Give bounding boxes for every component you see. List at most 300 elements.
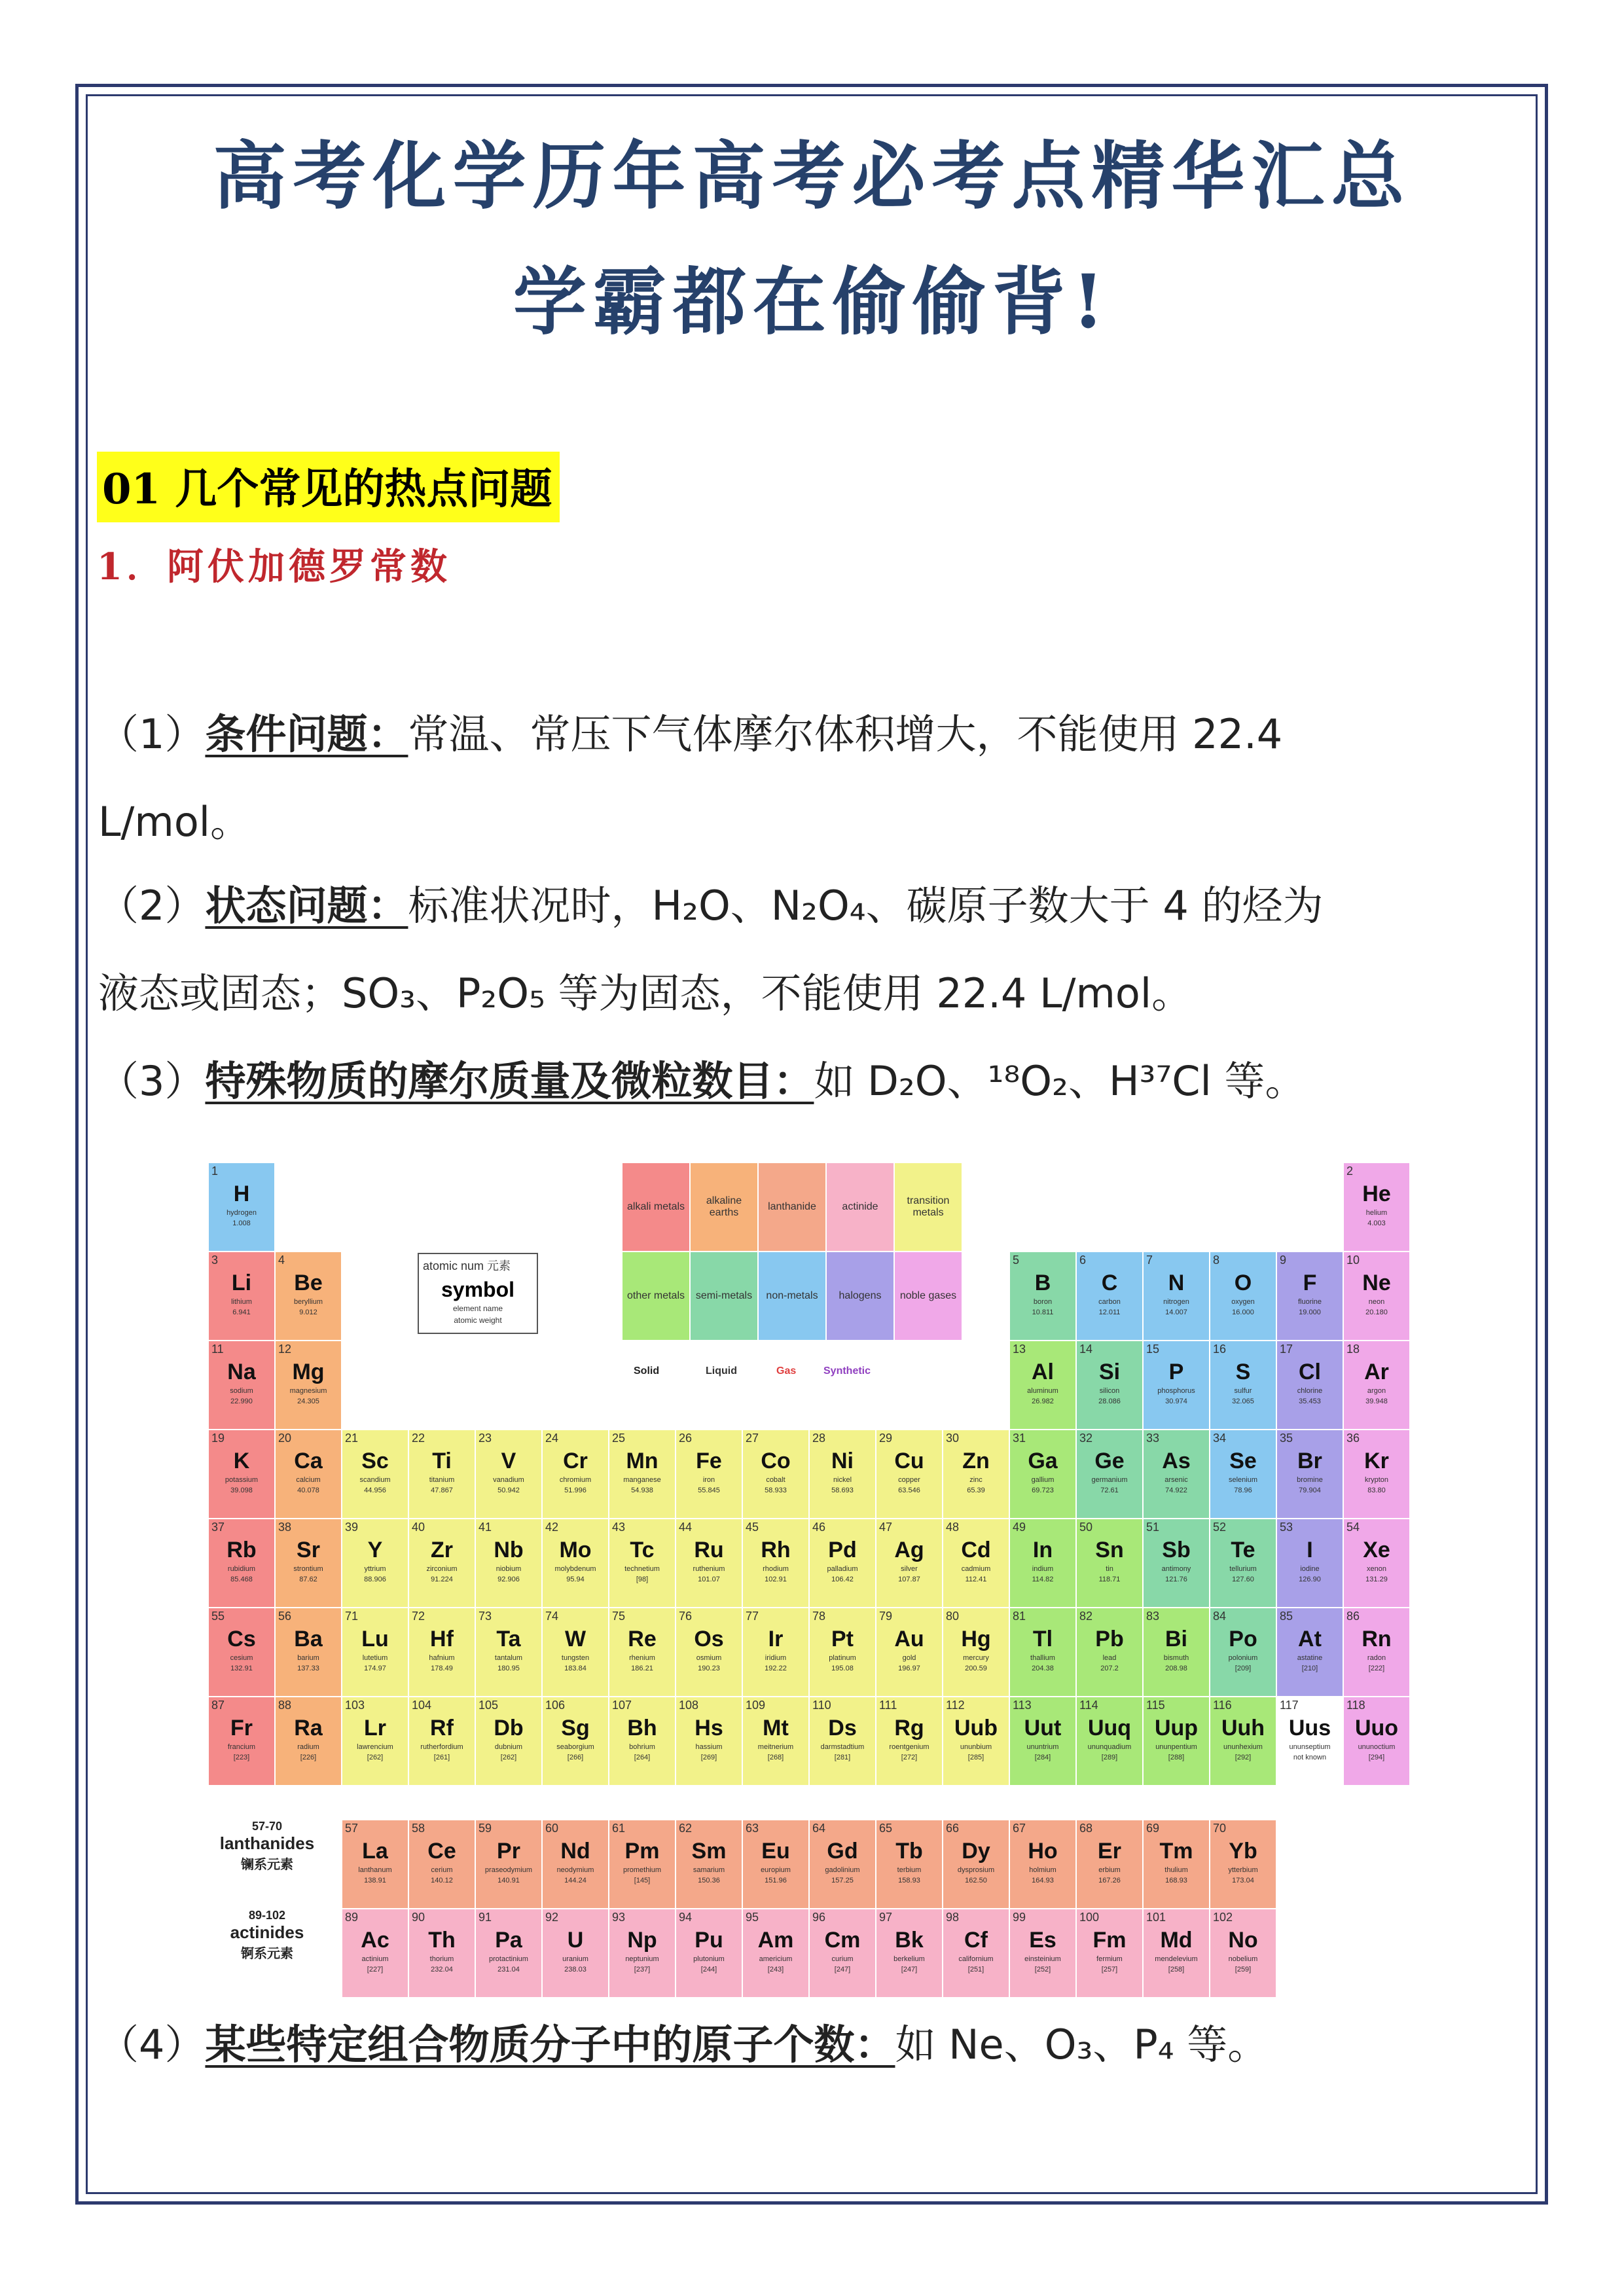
atomic-number: 39: [345, 1521, 359, 1534]
element-name: curium: [831, 1955, 854, 1963]
element-symbol: Ra: [294, 1716, 323, 1740]
element-cell-c: [1076, 1252, 1143, 1341]
periodic-table-image: [208, 1163, 1426, 1991]
element-name: tellurium: [1229, 1565, 1257, 1573]
element-name: radium: [297, 1743, 319, 1751]
atomic-weight: 50.942: [497, 1487, 520, 1494]
element-symbol: Ti: [432, 1449, 452, 1473]
atomic-weight: 132.91: [230, 1665, 253, 1672]
atomic-number: 52: [1213, 1521, 1227, 1534]
element-symbol: Zn: [962, 1449, 990, 1473]
atomic-weight: 127.60: [1232, 1576, 1254, 1583]
element-cell-sn: [1076, 1519, 1143, 1608]
atomic-weight: [289]: [1101, 1754, 1118, 1761]
element-name: nobelium: [1228, 1955, 1258, 1963]
element-name: thulium: [1164, 1866, 1188, 1874]
atomic-weight: [226]: [300, 1754, 317, 1761]
atomic-number: 71: [345, 1610, 359, 1623]
atomic-number: 42: [545, 1521, 559, 1534]
atomic-weight: [252]: [1034, 1966, 1051, 1974]
element-name: europium: [761, 1866, 791, 1874]
actinides-label: 89-102 actinides 锕系元素: [230, 1909, 304, 1961]
element-cell-ge: [1076, 1430, 1143, 1519]
atomic-weight: [272]: [901, 1754, 918, 1761]
element-cell-no: [1210, 1909, 1276, 1998]
element-cell-he: [1343, 1163, 1410, 1252]
legend-alkaline: alkaline earths: [690, 1163, 758, 1252]
item-4-label: 某些特定组合物质分子中的原子个数：: [205, 2021, 895, 2068]
atomic-weight: 118.71: [1098, 1576, 1121, 1583]
atomic-number: 10: [1346, 1253, 1360, 1267]
atomic-number: 76: [679, 1610, 693, 1623]
element-cell-rh: [742, 1519, 809, 1608]
atomic-number: 115: [1146, 1699, 1165, 1712]
atomic-weight: 107.87: [898, 1576, 920, 1583]
element-name: thallium: [1030, 1654, 1055, 1662]
lanthanides-label: 57-70 lanthanides 镧系元素: [219, 1820, 315, 1872]
atomic-weight: 6.941: [232, 1308, 251, 1316]
item-4: （4）某些特定组合物质分子中的原子个数：如 Ne、O₃、P₄ 等。: [98, 2021, 1269, 2068]
element-cell-rb: [208, 1519, 275, 1608]
state-synthetic: Synthetic: [823, 1365, 871, 1377]
atomic-weight: 20.180: [1365, 1308, 1388, 1316]
atomic-weight: 150.36: [698, 1877, 720, 1884]
atomic-number: 43: [612, 1521, 626, 1534]
element-cell-li: [208, 1252, 275, 1341]
atomic-weight: [145]: [634, 1877, 651, 1884]
atomic-number: 83: [1146, 1610, 1160, 1623]
atomic-number: 61: [612, 1822, 626, 1835]
element-name: dysprosium: [957, 1866, 995, 1874]
element-name: promethium: [623, 1866, 662, 1874]
atomic-number: 69: [1146, 1822, 1160, 1835]
element-symbol: Mn: [626, 1449, 659, 1473]
atomic-weight: 207.2: [1100, 1665, 1119, 1672]
element-cell-ca: [275, 1430, 342, 1519]
element-symbol: Sg: [561, 1716, 590, 1740]
element-cell-rn: [1343, 1608, 1410, 1697]
element-name: copper: [898, 1476, 920, 1484]
element-cell-ar: [1343, 1341, 1410, 1430]
element-cell-ac: [342, 1909, 408, 1998]
element-symbol: Cu: [894, 1449, 924, 1473]
element-symbol: Ne: [1362, 1271, 1391, 1295]
atomic-number: 109: [746, 1699, 766, 1712]
element-symbol: Sm: [691, 1839, 727, 1864]
element-cell-uut: [1009, 1697, 1076, 1786]
element-name: iodine: [1300, 1565, 1320, 1573]
atomic-weight: 121.76: [1165, 1576, 1187, 1583]
atomic-weight: [247]: [901, 1966, 918, 1974]
element-name: terbium: [897, 1866, 922, 1874]
element-name: hassium: [695, 1743, 723, 1751]
atomic-weight: 180.95: [497, 1665, 520, 1672]
element-symbol: Ds: [828, 1716, 857, 1740]
atomic-number: 94: [679, 1911, 693, 1924]
element-cell-tm: [1143, 1820, 1210, 1909]
periodic-table-key: atomic num 元素 symbol element name atomic weight: [418, 1253, 538, 1334]
atomic-number: 48: [946, 1521, 960, 1534]
element-name: silicon: [1099, 1387, 1120, 1395]
atomic-weight: [258]: [1168, 1966, 1185, 1974]
atomic-number: 41: [478, 1521, 492, 1534]
element-symbol: Nb: [494, 1538, 524, 1562]
atomic-weight: 24.305: [297, 1397, 319, 1405]
atomic-weight: 10.811: [1032, 1308, 1054, 1316]
element-cell-eu: [742, 1820, 809, 1909]
element-cell-ag: [876, 1519, 943, 1608]
atomic-weight: 204.38: [1032, 1665, 1054, 1672]
element-name: samarium: [693, 1866, 725, 1874]
element-symbol: V: [501, 1449, 516, 1473]
element-name: lawrencium: [357, 1743, 393, 1751]
atomic-number: 18: [1346, 1343, 1360, 1356]
atomic-number: 96: [812, 1911, 826, 1924]
atomic-number: 45: [746, 1521, 759, 1534]
element-name: selenium: [1228, 1476, 1258, 1484]
atomic-number: 87: [211, 1699, 225, 1712]
atomic-weight: 58.933: [765, 1487, 787, 1494]
atomic-number: 12: [278, 1343, 292, 1356]
atomic-weight: [210]: [1301, 1665, 1318, 1672]
element-cell-ne: [1343, 1252, 1410, 1341]
atomic-weight: [284]: [1034, 1754, 1051, 1761]
element-symbol: Er: [1098, 1839, 1121, 1864]
element-name: ununpentium: [1155, 1743, 1197, 1751]
element-cell-h: [208, 1163, 275, 1252]
element-name: antimony: [1161, 1565, 1191, 1573]
element-cell-pd: [809, 1519, 876, 1608]
element-symbol: Bk: [895, 1928, 924, 1953]
atomic-number: 101: [1146, 1911, 1166, 1924]
atomic-weight: 35.453: [1299, 1397, 1321, 1405]
item-3-label: 特殊物质的摩尔质量及微粒数目：: [205, 1057, 814, 1105]
element-name: rutherfordium: [420, 1743, 463, 1751]
element-symbol: Na: [227, 1360, 256, 1384]
element-symbol: B: [1034, 1271, 1051, 1295]
element-symbol: O: [1234, 1271, 1252, 1295]
atomic-number: 26: [679, 1432, 693, 1445]
element-cell-sc: [342, 1430, 408, 1519]
atomic-number: 81: [1013, 1610, 1026, 1623]
element-name: sulfur: [1234, 1387, 1252, 1395]
atomic-weight: 87.62: [299, 1576, 317, 1583]
element-name: bismuth: [1163, 1654, 1189, 1662]
element-cell-tb: [876, 1820, 943, 1909]
element-cell-ba: [275, 1608, 342, 1697]
atomic-weight: 178.49: [431, 1665, 453, 1672]
element-symbol: Uuq: [1087, 1716, 1132, 1740]
atomic-number: 77: [746, 1610, 759, 1623]
atomic-number: 106: [545, 1699, 566, 1712]
atomic-number: 86: [1346, 1610, 1360, 1623]
element-cell-uub: [943, 1697, 1009, 1786]
element-cell-tc: [609, 1519, 676, 1608]
element-name: ununquadium: [1087, 1743, 1132, 1751]
atomic-weight: [269]: [700, 1754, 717, 1761]
element-symbol: Fr: [230, 1716, 253, 1740]
element-cell-i: [1276, 1519, 1343, 1608]
element-name: neptunium: [625, 1955, 659, 1963]
element-symbol: Yb: [1229, 1839, 1257, 1864]
element-symbol: Ce: [427, 1839, 456, 1864]
atomic-weight: 92.906: [497, 1576, 520, 1583]
element-symbol: Kr: [1364, 1449, 1389, 1473]
element-cell-tl: [1009, 1608, 1076, 1697]
element-cell-np: [609, 1909, 676, 1998]
atomic-weight: 138.91: [364, 1877, 386, 1884]
element-symbol: Be: [294, 1271, 323, 1295]
element-name: ununhexium: [1223, 1743, 1263, 1751]
atomic-number: 68: [1079, 1822, 1093, 1835]
element-name: osmium: [696, 1654, 722, 1662]
element-symbol: In: [1032, 1538, 1053, 1562]
element-name: astatine: [1297, 1654, 1323, 1662]
element-cell-cd: [943, 1519, 1009, 1608]
atomic-number: 85: [1280, 1610, 1293, 1623]
atomic-number: 35: [1280, 1432, 1293, 1445]
atomic-number: 51: [1146, 1521, 1160, 1534]
atomic-number: 112: [946, 1699, 965, 1712]
atomic-number: 13: [1013, 1343, 1026, 1356]
element-symbol: Co: [761, 1449, 791, 1473]
atomic-number: 44: [679, 1521, 693, 1534]
element-cell-xe: [1343, 1519, 1410, 1608]
atomic-weight: [237]: [634, 1966, 651, 1974]
atomic-weight: 88.906: [364, 1576, 386, 1583]
atomic-number: 75: [612, 1610, 626, 1623]
atomic-number: 88: [278, 1699, 292, 1712]
atomic-number: 4: [278, 1253, 285, 1267]
atomic-number: 78: [812, 1610, 826, 1623]
element-cell-te: [1210, 1519, 1276, 1608]
element-cell-pa: [475, 1909, 542, 1998]
element-name: neon: [1368, 1298, 1385, 1306]
atomic-number: 29: [879, 1432, 893, 1445]
atomic-number: 11: [211, 1343, 224, 1356]
element-symbol: Ca: [294, 1449, 323, 1473]
element-symbol: Uus: [1288, 1716, 1331, 1740]
element-symbol: Uub: [954, 1716, 998, 1740]
atomic-weight: 140.12: [431, 1877, 453, 1884]
atomic-number: 72: [412, 1610, 425, 1623]
element-symbol: Se: [1229, 1449, 1257, 1473]
atomic-weight: 54.938: [631, 1487, 653, 1494]
atomic-number: 58: [412, 1822, 425, 1835]
item-2-line-2: 液态或固态；SO₃、P₂O₅ 等为固态，不能使用 22.4 L/mol。: [98, 969, 1193, 1017]
element-cell-rf: [408, 1697, 475, 1786]
atomic-weight: [281]: [834, 1754, 851, 1761]
atomic-number: 36: [1346, 1432, 1360, 1445]
element-name: tantalum: [494, 1654, 523, 1662]
element-cell-ho: [1009, 1820, 1076, 1909]
element-name: palladium: [827, 1565, 858, 1573]
element-symbol: La: [362, 1839, 388, 1864]
element-symbol: Ni: [831, 1449, 854, 1473]
element-cell-v: [475, 1430, 542, 1519]
element-symbol: Sc: [361, 1449, 389, 1473]
element-cell-am: [742, 1909, 809, 1998]
atomic-number: 53: [1280, 1521, 1293, 1534]
legend-alkali: alkali metals: [622, 1163, 690, 1252]
element-symbol: Bi: [1165, 1627, 1187, 1651]
element-cell-in: [1009, 1519, 1076, 1608]
atomic-weight: 158.93: [898, 1877, 920, 1884]
atomic-weight: 232.04: [431, 1966, 453, 1974]
atomic-weight: 231.04: [497, 1966, 520, 1974]
atomic-number: 64: [812, 1822, 826, 1835]
element-symbol: U: [567, 1928, 584, 1953]
subsection-heading: 1．阿伏加德罗常数: [97, 545, 451, 588]
element-symbol: Rf: [430, 1716, 454, 1740]
element-cell-bh: [609, 1697, 676, 1786]
element-symbol: Rh: [761, 1538, 791, 1562]
element-name: ruthenium: [693, 1565, 725, 1573]
element-name: titanium: [429, 1476, 455, 1484]
element-name: boron: [1033, 1298, 1053, 1306]
atomic-weight: [227]: [367, 1966, 384, 1974]
element-symbol: F: [1303, 1271, 1317, 1295]
element-symbol: Bh: [627, 1716, 657, 1740]
atomic-number: 40: [412, 1521, 425, 1534]
atomic-number: 66: [946, 1822, 960, 1835]
atomic-weight: [261]: [433, 1754, 450, 1761]
element-symbol: Cr: [563, 1449, 588, 1473]
atomic-weight: 51.996: [564, 1487, 586, 1494]
element-cell-ce: [408, 1820, 475, 1909]
element-cell-cm: [809, 1909, 876, 1998]
element-symbol: Fe: [696, 1449, 722, 1473]
element-symbol: Pm: [624, 1839, 660, 1864]
atomic-weight: [259]: [1235, 1966, 1252, 1974]
element-name: rhodium: [763, 1565, 789, 1573]
atomic-weight: 195.08: [831, 1665, 854, 1672]
atomic-number: 92: [545, 1911, 559, 1924]
atomic-weight: [292]: [1235, 1754, 1252, 1761]
element-name: thorium: [429, 1955, 454, 1963]
element-name: scandium: [359, 1476, 391, 1484]
atomic-number: 55: [211, 1610, 225, 1623]
element-cell-s: [1210, 1341, 1276, 1430]
atomic-weight: 126.90: [1299, 1576, 1321, 1583]
element-cell-uup: [1143, 1697, 1210, 1786]
element-name: nitrogen: [1163, 1298, 1189, 1306]
atomic-number: 73: [478, 1610, 492, 1623]
item-2-line-1: （2）状态问题：标准状况时，H₂O、N₂O₄、碳原子数大于 4 的烃为: [98, 882, 1324, 929]
element-symbol: Sn: [1095, 1538, 1124, 1562]
element-symbol: Ba: [294, 1627, 323, 1651]
atomic-number: 79: [879, 1610, 893, 1623]
element-symbol: At: [1298, 1627, 1322, 1651]
element-cell-mt: [742, 1697, 809, 1786]
element-name: cerium: [431, 1866, 453, 1874]
element-symbol: Cd: [961, 1538, 991, 1562]
element-symbol: Ir: [768, 1627, 784, 1651]
element-cell-si: [1076, 1341, 1143, 1430]
element-cell-cl: [1276, 1341, 1343, 1430]
state-solid: Solid: [634, 1365, 660, 1377]
element-name: fermium: [1096, 1955, 1123, 1963]
atomic-number: 113: [1013, 1699, 1032, 1712]
atomic-weight: 14.007: [1165, 1308, 1187, 1316]
atomic-number: 54: [1346, 1521, 1360, 1534]
element-cell-sg: [542, 1697, 609, 1786]
element-cell-ta: [475, 1608, 542, 1697]
element-cell-pm: [609, 1820, 676, 1909]
element-name: yttrium: [364, 1565, 386, 1573]
element-symbol: Lr: [364, 1716, 386, 1740]
atomic-weight: 114.82: [1032, 1576, 1054, 1583]
atomic-number: 91: [478, 1911, 492, 1924]
atomic-number: 33: [1146, 1432, 1160, 1445]
element-symbol: Mg: [292, 1360, 325, 1384]
atomic-weight: 44.956: [364, 1487, 386, 1494]
atomic-weight: 192.22: [765, 1665, 787, 1672]
element-symbol: Ta: [496, 1627, 521, 1651]
atomic-number: 114: [1079, 1699, 1098, 1712]
element-symbol: Hs: [695, 1716, 723, 1740]
element-name: zinc: [969, 1476, 983, 1484]
atomic-weight: 190.23: [698, 1665, 720, 1672]
atomic-number: 117: [1280, 1699, 1299, 1712]
atomic-number: 95: [746, 1911, 759, 1924]
element-name: darmstadtium: [820, 1743, 865, 1751]
element-cell-cr: [542, 1430, 609, 1519]
element-symbol: As: [1162, 1449, 1191, 1473]
element-symbol: Md: [1160, 1928, 1193, 1953]
atomic-number: 89: [345, 1911, 359, 1924]
element-name: indium: [1032, 1565, 1054, 1573]
element-symbol: Re: [628, 1627, 657, 1651]
atomic-weight: not known: [1293, 1754, 1327, 1761]
atomic-number: 1: [211, 1164, 219, 1178]
element-cell-ni: [809, 1430, 876, 1519]
element-cell-fe: [676, 1430, 742, 1519]
atomic-weight: 112.41: [965, 1576, 987, 1583]
element-cell-db: [475, 1697, 542, 1786]
element-symbol: Dy: [962, 1839, 990, 1864]
atomic-number: 27: [746, 1432, 759, 1445]
element-name: einsteinium: [1024, 1955, 1061, 1963]
atomic-weight: 39.948: [1365, 1397, 1388, 1405]
element-name: chromium: [559, 1476, 592, 1484]
atomic-number: 15: [1146, 1343, 1160, 1356]
atomic-weight: 32.065: [1232, 1397, 1254, 1405]
atomic-weight: [243]: [767, 1966, 784, 1974]
element-name: holmium: [1029, 1866, 1056, 1874]
element-name: cesium: [230, 1654, 253, 1662]
element-name: technetium: [624, 1565, 660, 1573]
atomic-weight: 65.39: [967, 1487, 985, 1494]
element-symbol: Es: [1029, 1928, 1056, 1953]
atomic-number: 82: [1079, 1610, 1093, 1623]
atomic-weight: 157.25: [831, 1877, 854, 1884]
element-symbol: Ru: [694, 1538, 724, 1562]
legend-lanthanide: lanthanide: [758, 1163, 826, 1252]
atomic-weight: [98]: [636, 1576, 649, 1583]
atomic-weight: 79.904: [1299, 1487, 1321, 1494]
element-cell-pb: [1076, 1608, 1143, 1697]
element-cell-uus: [1276, 1697, 1343, 1786]
atomic-weight: 4.003: [1367, 1219, 1386, 1227]
element-name: americium: [759, 1955, 793, 1963]
atomic-number: 93: [612, 1911, 626, 1924]
atomic-weight: [209]: [1235, 1665, 1252, 1672]
element-cell-uuq: [1076, 1697, 1143, 1786]
atomic-number: 47: [879, 1521, 893, 1534]
element-symbol: No: [1228, 1928, 1258, 1953]
element-symbol: Y: [367, 1538, 383, 1562]
